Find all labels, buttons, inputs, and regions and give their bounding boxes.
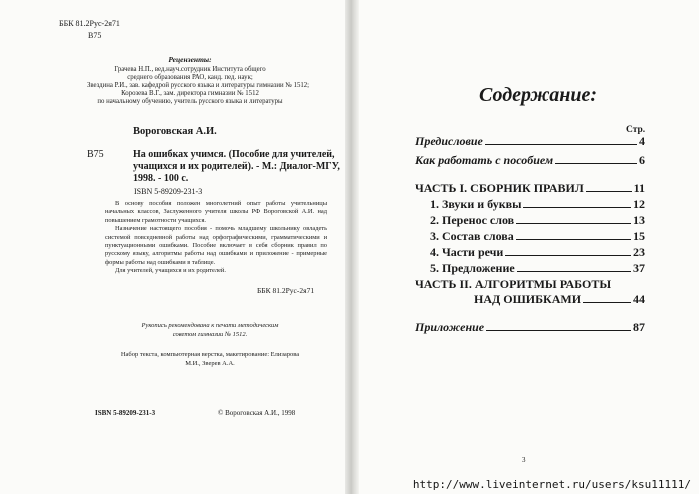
toc-entry-page: 11 bbox=[633, 181, 645, 195]
toc-entry-preface bbox=[415, 134, 645, 148]
toc-entry-text: Предисловие bbox=[415, 134, 483, 148]
toc-leader bbox=[516, 239, 631, 240]
toc-leader bbox=[486, 330, 631, 331]
toc-entry-parts-of-speech bbox=[430, 245, 645, 259]
copyright: © Вороговская А.И., 1998 bbox=[218, 409, 296, 417]
annotation-paragraph: Для учителей, учащихся и их родителей. bbox=[115, 267, 226, 275]
book-title: На ошибках учимся. (Пособие для учителей, учащихся и их родителей). - М.: Диалог-МГУ, 1998. - 100 с. bbox=[133, 149, 340, 184]
typesetting-credits: Набор текста, компьютерная верстка, макетирование: Елизарова М.И., Зверев А.А. bbox=[120, 351, 300, 367]
right-page bbox=[359, 0, 699, 494]
toc-entry-page: 12 bbox=[633, 197, 645, 211]
toc-entry-page: 6 bbox=[639, 153, 645, 167]
toc-entry-text: 2. Перенос слов bbox=[430, 213, 515, 227]
toc-entry-text: Приложение bbox=[415, 320, 485, 334]
annotation-paragraph: В основу пособия положен многолетний опыт работы учительницы начальных классов, Заслуженного учителя школы РФ Вороговской А.И. над повышением грамотности учащихся. bbox=[105, 200, 327, 224]
toc-entry-howto bbox=[415, 153, 645, 167]
bbk-code-top: ББК 81.2Рус-2я71 bbox=[59, 19, 120, 28]
isbn-bottom: ISBN 5-89209-231-3 bbox=[95, 409, 156, 417]
annotation bbox=[105, 200, 327, 276]
reviewer-line: Грачева Н.П., вед.науч.сотрудник Института общего bbox=[114, 66, 266, 73]
toc-title: Содержание: bbox=[479, 84, 598, 106]
annotation-paragraph: Назначение настоящего пособия - помочь младшему школьнику овладеть системой повседневной работы над орфографическими, грамматическими и пунктуационными ошибками. Пособие включает в себя сборник правил по русскому языку, алгоритмы работы над ошибками и приложение - примерные формы работы над ошибками в таблице. bbox=[105, 225, 327, 266]
reviewer-line: по начальному обучению, учитель русского языка и литературы bbox=[97, 98, 283, 105]
left-page bbox=[0, 0, 346, 494]
author-code-top: В75 bbox=[88, 31, 102, 40]
toc-entry-page: 4 bbox=[639, 134, 645, 148]
reviewer-line: среднего образования РАО, канд. пед. наук; bbox=[127, 74, 253, 81]
toc-entry-page: 87 bbox=[633, 320, 645, 334]
toc-leader bbox=[583, 302, 631, 303]
reviewer-line: Звездина Р.И., зав. кафедрой русского языка и литературы гимназии № 1512; bbox=[86, 82, 310, 89]
toc-entry-sentence bbox=[430, 261, 645, 275]
toc-entry-text: 1. Звуки и буквы bbox=[430, 197, 522, 211]
toc-entry-page: 13 bbox=[633, 213, 645, 227]
toc-entry-part2 bbox=[415, 277, 645, 291]
toc-entry-sounds bbox=[430, 197, 645, 211]
toc-leader bbox=[555, 163, 637, 164]
toc-entry-text: 3. Состав слова bbox=[430, 229, 514, 243]
toc-leader bbox=[523, 207, 631, 208]
toc-entry-hyphenation bbox=[430, 213, 645, 227]
watermark-url: http://www.liveinternet.ru/users/ksu11111/ bbox=[412, 478, 691, 491]
toc-leader bbox=[517, 271, 631, 272]
reviewer-line: Корозева В.Г., зам. директора гимназии № 1512 bbox=[121, 90, 259, 97]
toc-entry-text: 5. Предложение bbox=[430, 261, 515, 275]
toc-leader bbox=[485, 144, 637, 145]
toc-entry-word-structure bbox=[430, 229, 645, 243]
toc-entry-page: 23 bbox=[633, 245, 645, 259]
toc-entry-page: 44 bbox=[633, 292, 645, 306]
toc-entry-text: Как работать с пособием bbox=[415, 153, 554, 167]
toc-entry-page: 15 bbox=[633, 229, 645, 243]
page-number: 3 bbox=[522, 456, 526, 464]
toc-entry-text: ЧАСТЬ I. СБОРНИК ПРАВИЛ bbox=[415, 181, 584, 195]
toc-entry-text: 4. Части речи bbox=[430, 245, 504, 259]
toc-entry-part1 bbox=[415, 181, 645, 195]
toc-leader bbox=[586, 191, 632, 192]
toc-entry-part2-cont bbox=[474, 292, 645, 306]
toc-entry-page: 37 bbox=[633, 261, 645, 275]
bbk-code-bottom: ББК 81.2Рус-2я71 bbox=[257, 286, 315, 295]
reviewers-heading: Рецензенты: bbox=[168, 55, 212, 64]
book-gutter bbox=[345, 0, 359, 494]
toc-leader bbox=[505, 255, 631, 256]
toc-entry-appendix bbox=[415, 320, 645, 334]
isbn: ISBN 5-89209-231-3 bbox=[134, 187, 203, 196]
toc-leader bbox=[516, 223, 631, 224]
author-code: В75 bbox=[87, 149, 104, 160]
book-author: Вороговская А.И. bbox=[133, 126, 217, 137]
recommendation-note: Рукопись рекомендована к печати методическим советом гимназии № 1512. bbox=[141, 322, 279, 338]
toc-entry-text: ЧАСТЬ II. АЛГОРИТМЫ РАБОТЫ bbox=[415, 277, 612, 291]
toc-entry-text: НАД ОШИБКАМИ bbox=[474, 292, 582, 306]
page-column-label: Стр. bbox=[626, 125, 646, 135]
